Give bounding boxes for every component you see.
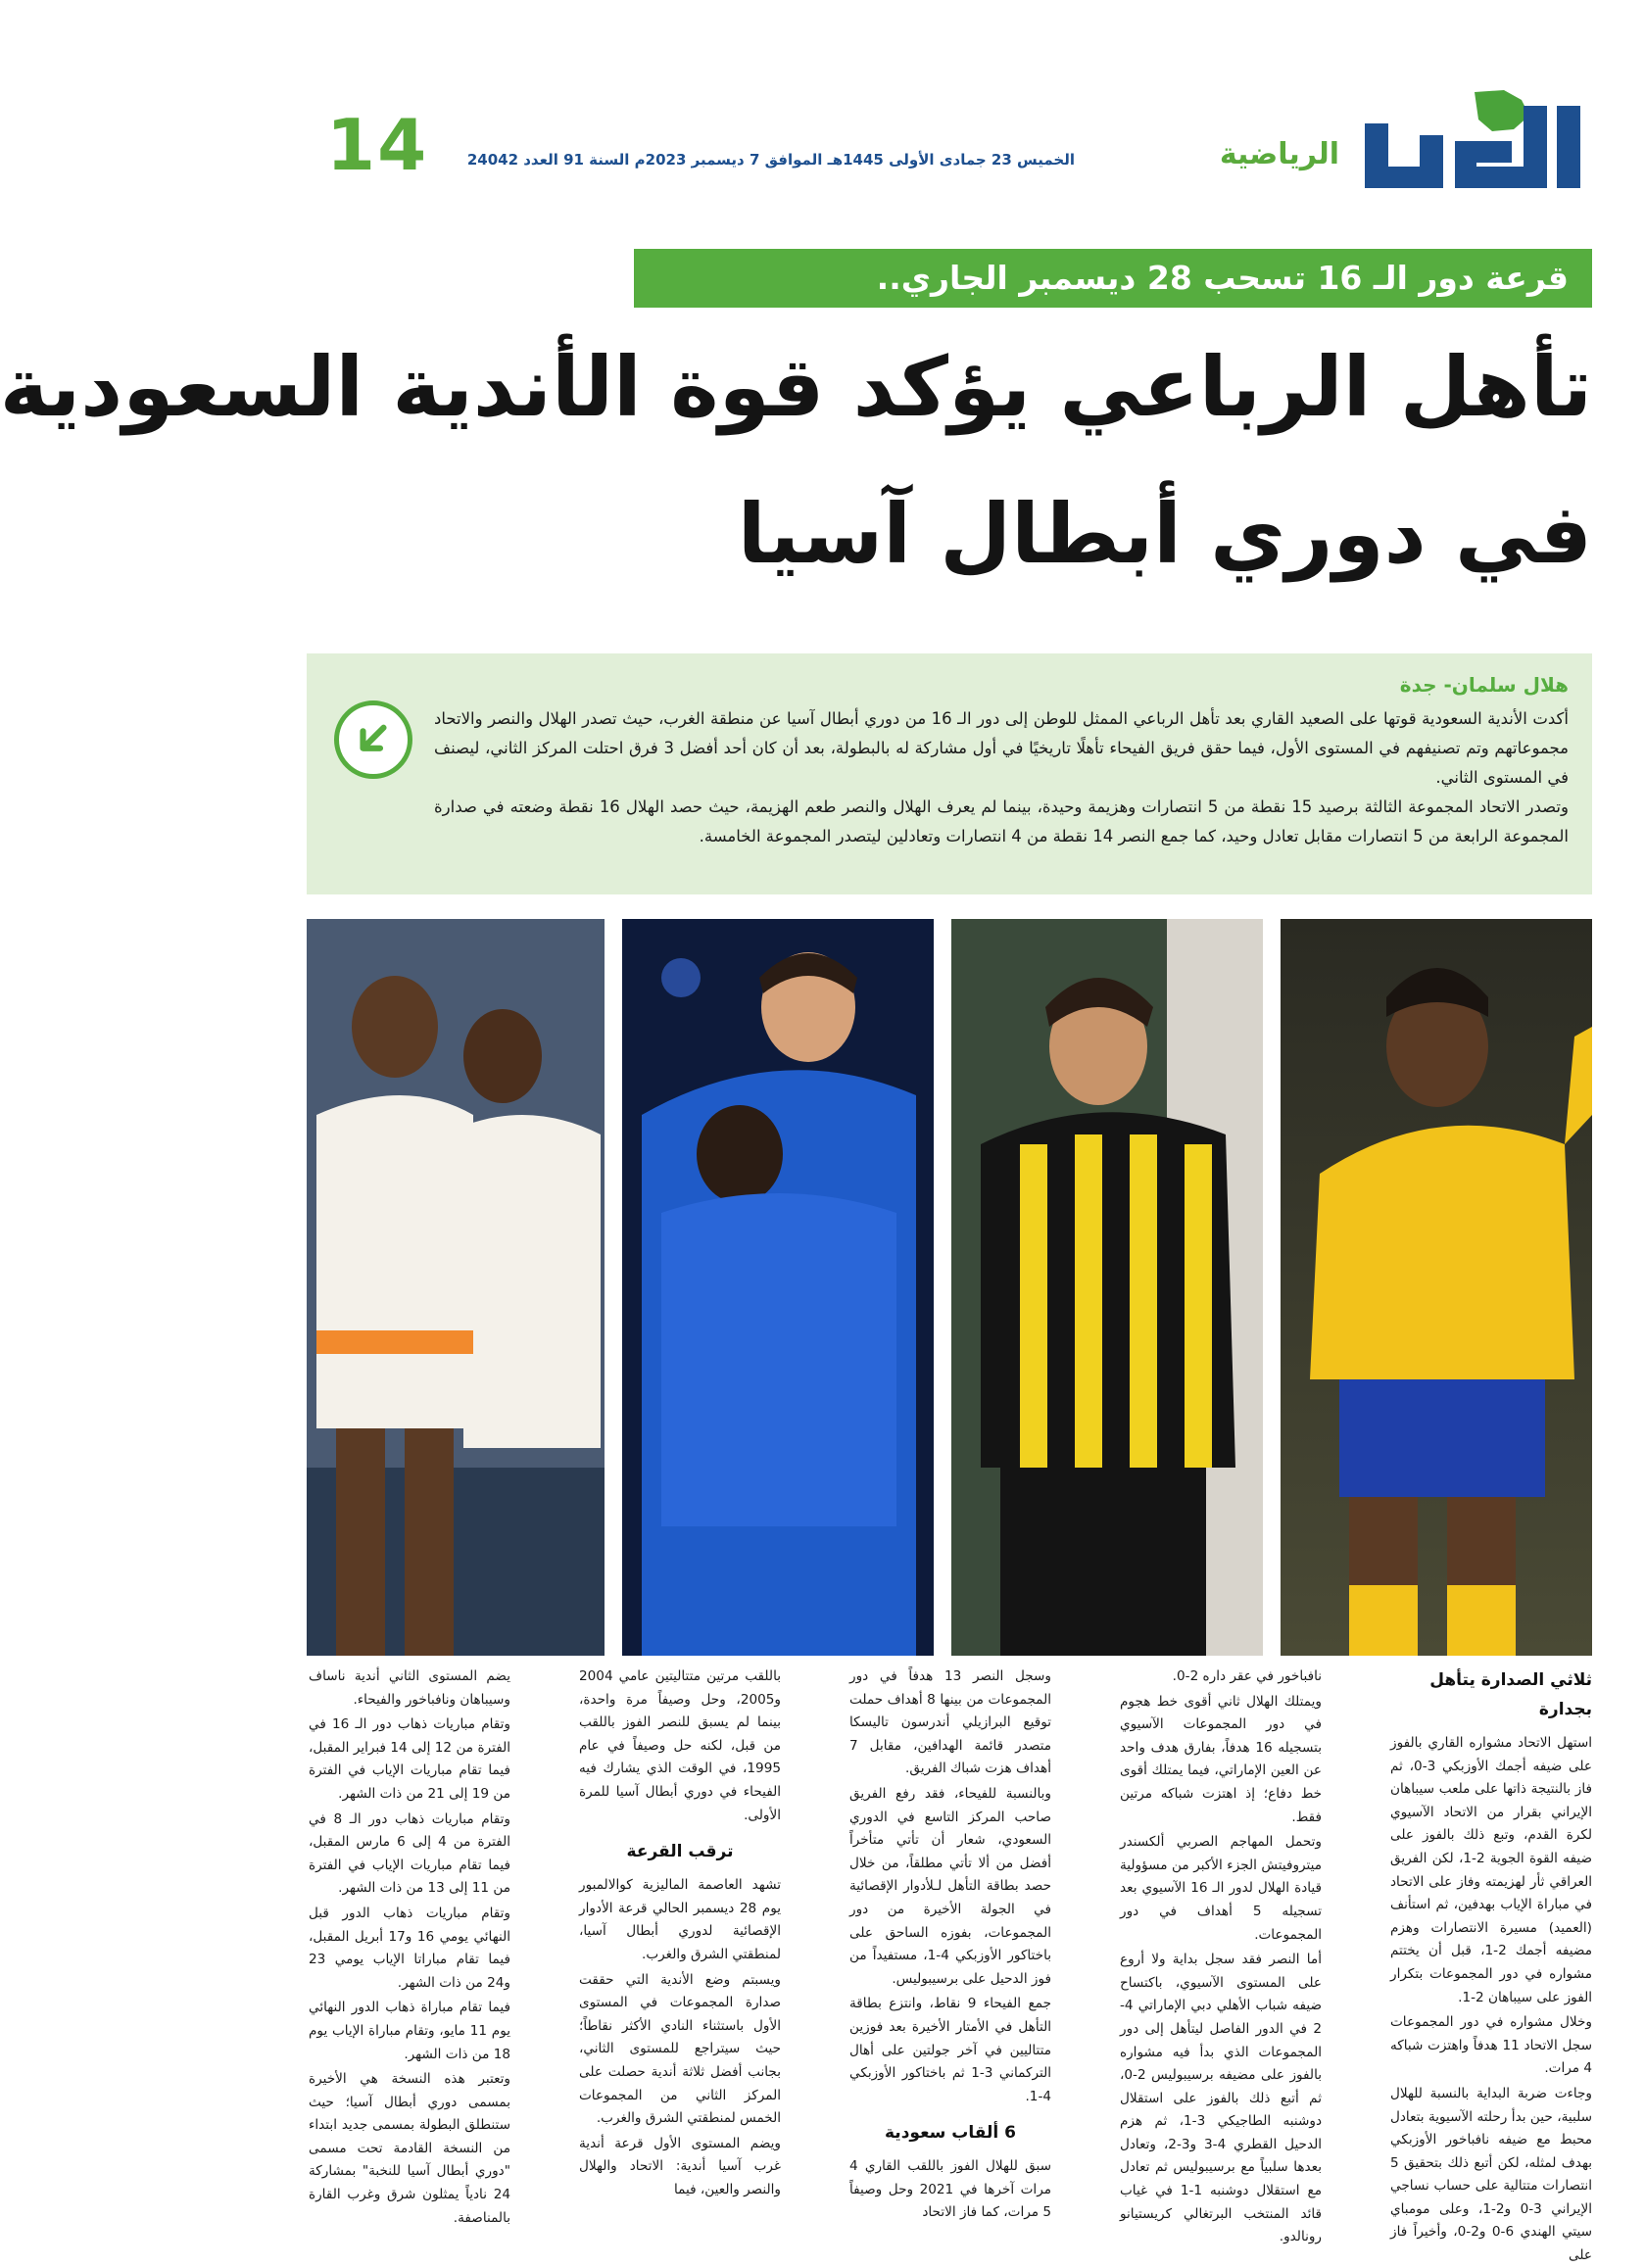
player-photo-alfayha-icon [307, 919, 605, 1656]
subhead: ترقب القرعة [626, 1842, 734, 1862]
article-paragraph: وتقام مباريات ذهاب دور الـ 16 في الفترة من 12 إلى 14 فبراير المقبل، فيما تقام مباريات الإياب في الفترة من 19 إلى 21 من ذات الشهر. [309, 1716, 510, 1802]
article-column-3 [849, 1665, 1052, 2221]
headline-line-2: في دوري أبطال آسيا [737, 486, 1592, 582]
article-paragraph: باللقب مرتين متتاليتين عامي 2004 و2005، وحل وصيفاً مرة واحدة، بينما لم يسبق للنصر الفوز باللقب من قبل، لكنه حل وصيفاً في عام 1995، في الوقت الذي يشارك فيه الفيحاء في دوري أبطال آسيا للمرة الأولى. [579, 1668, 781, 1823]
player-photo-alnassr-icon [1281, 919, 1592, 1656]
article-paragraph: فيما تقام مباراة ذهاب الدور النهائي يوم 11 مايو، وتقام مباراة الإياب يوم 18 من ذات الشهر. [309, 2000, 511, 2062]
article-column-2 [1120, 1665, 1322, 2245]
lead-box [307, 653, 1592, 894]
masthead [307, 86, 1592, 194]
article-column-1 [1390, 1665, 1593, 2264]
article-paragraph: سبق للهلال الفوز باللقب القاري 4 مرات آخرها في 2021 وحل وصيفاً 5 مرات، كما فاز الاتحاد [849, 2158, 1051, 2221]
photo-alfayha-players [307, 919, 605, 1656]
subhead: 6 ألقاب سعودية [885, 2123, 1016, 2144]
article-paragraph: ويضم المستوى الأول قرعة أندية غرب آسيا أندية: الاتحاد والهلال والنصر والعين، فيما [579, 2135, 781, 2197]
subhead: ثلاثي الصدارة يتأهل بجدارة [1429, 1670, 1592, 1719]
photo-alnassr-player [1281, 919, 1592, 1656]
article-paragraph: جمع الفيحاء 9 نقاط، وانتزع بطاقة التأهل في الأمتار الأخيرة بعد فوزين متتاليين في آخر جولتين على أهال التركماني 3-1 ثم باختاكور الأوزبكي 4-1. [849, 1996, 1051, 2104]
lead-paragraph: أكدت الأندية السعودية قوتها على الصعيد القاري بعد تأهل الرباعي الممثل للوطن إلى دور الـ 16 من دوري أبطال آسيا عن منطقة الغرب، حيث تصدر الهلال والنصر والاتحاد مجموعاتهم وتم تصنيفهم في المستوى الأول، فيما حقق فريق الفيحاء تأهلًا تاريخيًا في أول مشاركة له بالبطولة، بعد أن كان أحد أفضل 3 فرق احتلت المركز الثاني، ليصنف في المستوى الثاني. [434, 709, 1569, 787]
article-column-4 [579, 1665, 781, 2195]
photo-strip [307, 919, 1592, 1656]
article-paragraph: يضم المستوى الثاني أندية ناساف وسيباهان ونافباخور والفيحاء. [309, 1668, 510, 1708]
article-paragraph: أما النصر فقد سجل بداية ولا أروع على المستوى الآسيوي، باكتساح ضيفه شباب الأهلي دبي الإماراتي 4-2 في الدور الفاصل ليتأهل إلى دور المجموعات الذي بدأ فيه مشواره بالفوز على مضيفه برسيبوليس 2-0، ثم أتبع ذلك بالفوز على استقلال دوشنبه الطاجيكي 3-1، ثم هزم الدحيل القطري 4-3 و3-2، وتعادل بعدها سلبياً مع برسيبوليس ثم تعادل مع استقلال دوشنبه 1-1 في غياب قائد المنتخب البرتغالي كريستيانو رونالدو. [1120, 1952, 1322, 2245]
article-paragraph: وتقام مباريات ذهاب الدور قبل النهائي يومي 16 و17 أبريل المقبل، فيما تقام مباراتا الإياب يومي 23 و24 من ذات الشهر. [309, 1905, 510, 1991]
headline-line-1: تأهل الرباعي يؤكد قوة الأندية السعودية [0, 339, 1592, 435]
article-body [307, 1665, 1593, 2264]
photo-alittihad-player [951, 919, 1263, 1656]
article-paragraph: وتقام مباريات ذهاب دور الـ 8 في الفترة من 4 إلى 6 مارس المقبل، فيما تقام مباريات الإياب في الفترة من 11 إلى 13 من ذات الشهر. [309, 1810, 511, 1897]
page-number: 14 [326, 104, 429, 186]
article-paragraph: استهل الاتحاد مشواره القاري بالفوز على ضيفه أجمك الأوزبكي 3-0، ثم فاز بالنتيجة ذاتها على ملعب سيباهان الإيراني بقرار من الاتحاد الآسيوي لكرة القدم، وتبع ذلك بالفوز على ضيفه القوة الجوية 2-1، لكن الفريق العراقي ثأر لهزيمته وفاز على الاتحاد في مباراة الإياب بهدفين، ثم استأنف (العميد) مسيرة الانتصارات وهزم مضيفه أجمك 2-1، قبل أن يختتم مشواره في دور المجموعات بتكرار الفوز على سيباهان 2-1. [1390, 1735, 1592, 2005]
dateline: الخميس 23 جمادى الأولى 1445هـ الموافق 7 ديسمبر 2023م السنة 91 العدد 24042 [466, 151, 1075, 169]
lead-text [434, 704, 1569, 851]
arrow-down-left-icon [334, 700, 412, 779]
newspaper-logo [1357, 86, 1592, 194]
article-paragraph: نافباخور في عقر داره 2-0. [1172, 1668, 1322, 1684]
article-paragraph: وبالنسبة للفيحاء، فقد رفع الفريق صاحب المركز التاسع في الدوري السعودي، شعار أن تأتي متأخراً أفضل من ألا تأتي مطلقاً، من خلال حصد بطاقة التأهل لـلأدوار الإقصائية في الجولة الأخيرة من دور المجموعات، بفوزه الساحق على باختاكور الأوزبكي 4-1، مستفيداً من فوز الدحيل على برسيبوليس. [849, 1785, 1051, 1987]
byline: هلال سلمان- جدة [1399, 673, 1569, 697]
article-paragraph: تشهد العاصمة الماليزية كوالالمبور يوم 28 ديسمبر الحالي قرعة الأدوار الإقصائية لدوري أبطال آسيا، لمنطقتي الشرق والغرب. [579, 1877, 782, 1962]
article-paragraph: وسجل النصر 13 هدفاً في دور المجموعات من بينها 8 أهداف حملت توقيع البرازيلي أندرسون تاليسكا متصدر قائمة الهدافين، مقابل 7 أهداف هزت شباك الفريق. [849, 1668, 1052, 1777]
player-photo-alhilal-icon [622, 919, 934, 1656]
article-paragraph: ويمتلك الهلال ثاني أقوى خط هجوم في دور المجموعات الآسيوي بتسجيله 16 هدفاً، بفارق هدف واحد عن العين الإماراتي، فيما يمتلك أقوى خط دفاع؛ إذ اهتزت شباكه مرتين فقط. [1120, 1693, 1322, 1825]
kicker-banner: قرعة دور الـ 16 تسحب 28 ديسمبر الجاري.. [634, 249, 1592, 308]
article-paragraph: وتحمل المهاجم الصربي ألكسندر ميتروفيتش الجزء الأكبر من مسؤولية قيادة الهلال لدور الـ 16 الآسيوي بعد تسجيله 5 أهداف في دور المجموعات. [1120, 1834, 1322, 1943]
article-paragraph: وجاءت ضربة البداية بالنسبة للهلال سلبية، حين بدأ رحلته الآسيوية بتعادل محبط مع ضيفه نافباخور الأوزبكي بهدف لمثله، لكن أتبع ذلك بتحقيق 5 انتصارات متتالية على حساب نساجي الإيراني 3-0 و2-1، وعلى مومباي سيتي الهندي 6-0 و2-0، وأخيراً فاز على [1390, 2085, 1593, 2264]
article-paragraph: ويسبتم وضع الأندية التي حققت صدارة المجموعات في المستوى الأول باستثناء النادي الأكثر نقاطاً؛ حيث سيتراجع للمستوى الثاني، بجانب أفضل ثلاثة أندية حصلت على المركز الثاني من المجموعات الخمس لمنطقتي الشرق والغرب. [579, 1971, 781, 2127]
headline [0, 314, 1592, 607]
player-photo-alittihad-icon [951, 919, 1263, 1656]
article-paragraph: وتعتبر هذه النسخة هي الأخيرة بمسمى دوري أبطال آسيا؛ حيث ستنطلق البطولة بمسمى جديد ابتداء من النسخة القادمة تحت مسمى "دوري أبطال آسيا للنخبة" بمشاركة 24 نادياً يمثلون شرق وغرب القارة بالمناصفة. [309, 2071, 510, 2226]
article-paragraph: وخلال مشواره في دور المجموعات سجل الاتحاد 11 هدفاً واهتزت شباكه 4 مرات. [1390, 2014, 1592, 2077]
albilad-logo-icon [1357, 86, 1592, 194]
section-name: الرياضية [1219, 137, 1339, 171]
photo-alhilal-players [622, 919, 934, 1656]
lead-paragraph: وتصدر الاتحاد المجموعة الثالثة برصيد 15 نقطة من 5 انتصارات وهزيمة وحيدة، بينما لم يعرف الهلال والنصر طعم الهزيمة، حيث حصد الهلال 16 نقطة وضعته في صدارة المجموعة الرابعة من 5 انتصارات مقابل تعادل وحيد، كما جمع النصر 14 نقطة من 4 انتصارات وتعادلين ليتصدر المجموعة الخامسة. [434, 797, 1569, 845]
article-column-5 [309, 1665, 511, 2226]
